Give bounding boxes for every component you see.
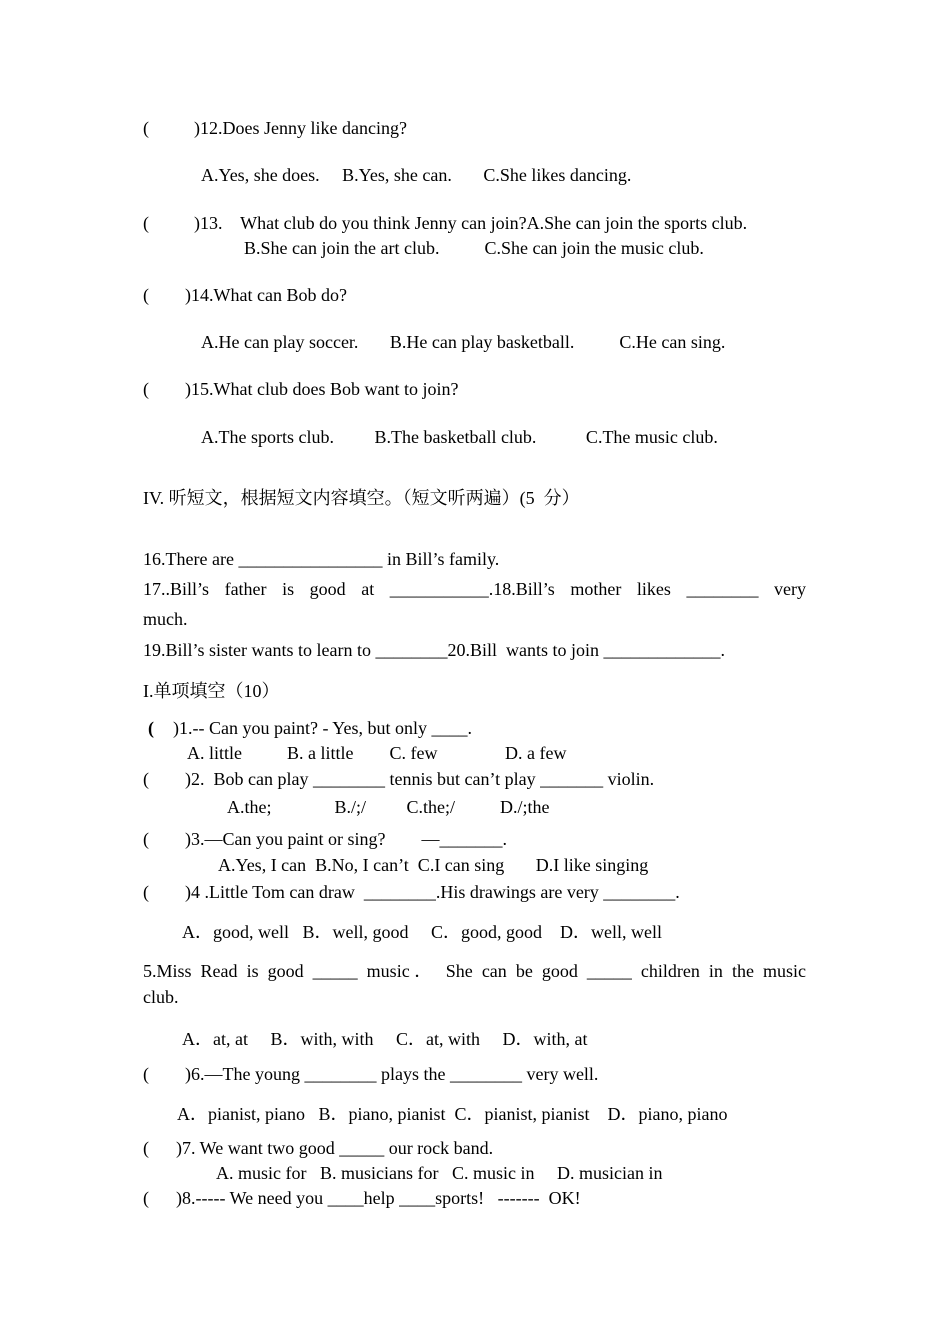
section-4-heading: IV. 听短文，根据短文内容填空。（短文听两遍）(5 分） bbox=[143, 488, 580, 508]
question-3-stem: ( )3.—Can you paint or sing? —_______. bbox=[143, 829, 507, 849]
question-3-options: A.Yes, I can B.No, I can’t C.I can sing D.I like singing bbox=[218, 855, 649, 875]
question-8-stem: ( )8.----- We need you ____help ____sports! ------- OK! bbox=[143, 1188, 581, 1208]
question-1-paren: ( bbox=[148, 718, 154, 738]
question-17-18-continued: much. bbox=[143, 609, 188, 629]
question-19-20: 19.Bill’s sister wants to learn to ________20.Bill wants to join _____________. bbox=[143, 640, 725, 660]
question-1-stem: )1.-- Can you paint? - Yes, but only ____. bbox=[155, 718, 472, 738]
question-13-stem: ( )13. What club do you think Jenny can join?A.She can join the sports club. bbox=[143, 213, 748, 233]
question-15-stem: ( )15.What club does Bob want to join? bbox=[143, 379, 459, 399]
question-5-stem-continued: club. bbox=[143, 987, 179, 1007]
question-6-options: A．pianist, piano B．piano, pianist C．pianist, pianist D．piano, piano bbox=[177, 1104, 728, 1124]
question-13-options: B.She can join the art club. C.She can join the music club. bbox=[244, 238, 704, 258]
question-12-options: A.Yes, she does. B.Yes, she can. C.She likes dancing. bbox=[201, 165, 632, 185]
question-5-stem: 5.Miss Read is good _____ music． She can be good _____ children in the music bbox=[143, 961, 806, 981]
question-14-options: A.He can play soccer. B.He can play basketball. C.He can sing. bbox=[201, 332, 726, 352]
question-17-18: 17..Bill’s father is good at ___________.18.Bill’s mother likes ________ very bbox=[143, 579, 806, 599]
question-16: 16.There are ________________ in Bill’s family. bbox=[143, 549, 500, 569]
question-5-options: A．at, at B．with, with C．at, with D．with, at bbox=[182, 1029, 588, 1049]
question-4-stem: ( )4 .Little Tom can draw ________.His drawings are very ________. bbox=[143, 882, 680, 902]
question-4-options: A．good, well B．well, good C．good, good D．well, well bbox=[182, 922, 662, 942]
question-6-stem: ( )6.—The young ________ plays the ________ very well. bbox=[143, 1064, 599, 1084]
question-14-stem: ( )14.What can Bob do? bbox=[143, 285, 347, 305]
question-2-stem: ( )2. Bob can play ________ tennis but can’t play _______ violin. bbox=[143, 769, 655, 789]
section-1-heading: I.单项填空（10） bbox=[143, 681, 280, 701]
question-12-stem: ( )12.Does Jenny like dancing? bbox=[143, 118, 407, 138]
question-7-stem: ( )7. We want two good _____ our rock band. bbox=[143, 1138, 494, 1158]
question-7-options: A. music for B. musicians for C. music in D. musician in bbox=[216, 1163, 663, 1183]
question-15-options: A.The sports club. B.The basketball club. C.The music club. bbox=[201, 427, 718, 447]
question-1-options: A. little B. a little C. few D. a few bbox=[187, 743, 567, 763]
question-2-options: A.the; B./;/ C.the;/ D./;the bbox=[227, 797, 550, 817]
